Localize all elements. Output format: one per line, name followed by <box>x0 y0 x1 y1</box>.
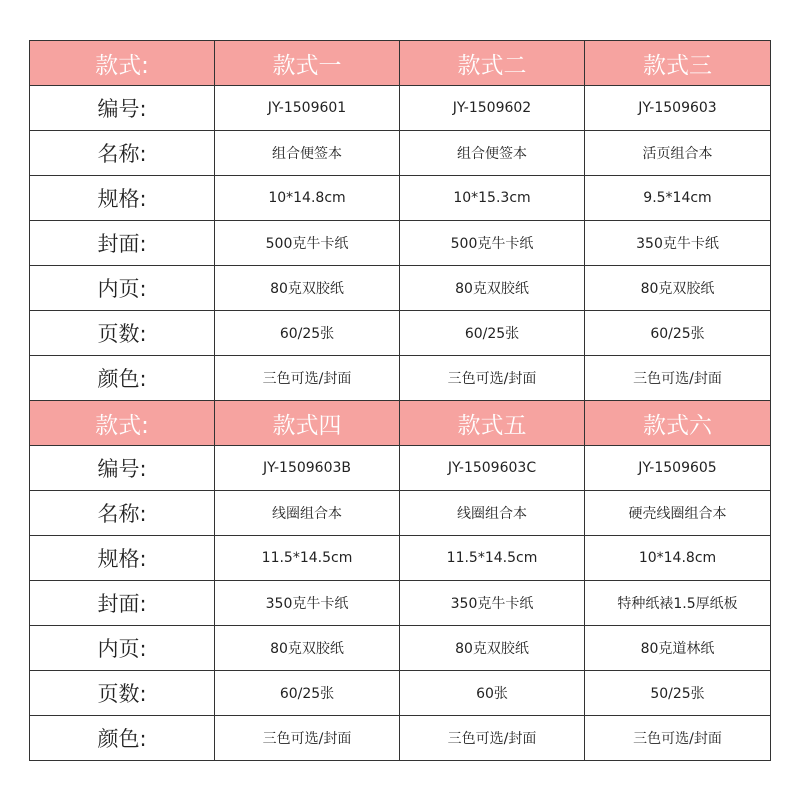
row-label: 规格: <box>30 176 215 221</box>
spec-value-cell: 硬壳线圈组合本 <box>585 491 771 536</box>
spec-value-cell: 500克牛卡纸 <box>215 221 400 266</box>
spec-value-cell: 组合便签本 <box>215 131 400 176</box>
style-header-row <box>30 401 771 446</box>
row-label: 编号: <box>30 446 215 491</box>
style-name-cell: 款式二 <box>400 41 585 86</box>
spec-value-cell: JY-1509603C <box>400 446 585 491</box>
style-name-cell: 款式五 <box>400 401 585 446</box>
row-label: 名称: <box>30 131 215 176</box>
spec-value-cell: 60/25张 <box>400 311 585 356</box>
spec-row-cover <box>30 581 771 626</box>
spec-value-cell: 80克双胶纸 <box>215 266 400 311</box>
spec-value-cell: JY-1509603 <box>585 86 771 131</box>
row-label: 规格: <box>30 536 215 581</box>
spec-row-inner-pages <box>30 626 771 671</box>
spec-value-cell: 10*14.8cm <box>215 176 400 221</box>
spec-row-color <box>30 716 771 761</box>
row-label: 页数: <box>30 311 215 356</box>
style-name-cell: 款式四 <box>215 401 400 446</box>
spec-value-cell: JY-1509601 <box>215 86 400 131</box>
spec-value-cell: 500克牛卡纸 <box>400 221 585 266</box>
style-name-cell: 款式三 <box>585 41 771 86</box>
spec-value-cell: 10*15.3cm <box>400 176 585 221</box>
row-label: 内页: <box>30 266 215 311</box>
spec-table-body <box>30 41 771 761</box>
row-label: 页数: <box>30 671 215 716</box>
spec-value-cell: 80克双胶纸 <box>400 266 585 311</box>
spec-value-cell: 60/25张 <box>215 311 400 356</box>
spec-row-model-number <box>30 86 771 131</box>
row-label: 颜色: <box>30 356 215 401</box>
spec-row-size <box>30 176 771 221</box>
spec-value-cell: 350克牛卡纸 <box>585 221 771 266</box>
spec-value-cell: 三色可选/封面 <box>215 716 400 761</box>
spec-value-cell: 60/25张 <box>585 311 771 356</box>
spec-row-model-number <box>30 446 771 491</box>
row-label: 封面: <box>30 221 215 266</box>
product-spec-table <box>29 40 771 761</box>
row-label: 内页: <box>30 626 215 671</box>
row-label: 编号: <box>30 86 215 131</box>
spec-value-cell: 80克双胶纸 <box>215 626 400 671</box>
spec-value-cell: 350克牛卡纸 <box>215 581 400 626</box>
row-label: 名称: <box>30 491 215 536</box>
spec-value-cell: 11.5*14.5cm <box>400 536 585 581</box>
spec-row-name <box>30 131 771 176</box>
spec-value-cell: JY-1509605 <box>585 446 771 491</box>
spec-value-cell: JY-1509602 <box>400 86 585 131</box>
spec-value-cell: 三色可选/封面 <box>215 356 400 401</box>
spec-value-cell: 三色可选/封面 <box>585 716 771 761</box>
spec-value-cell: 线圈组合本 <box>215 491 400 536</box>
style-name-cell: 款式六 <box>585 401 771 446</box>
spec-row-inner-pages <box>30 266 771 311</box>
spec-value-cell: 11.5*14.5cm <box>215 536 400 581</box>
spec-value-cell: 60/25张 <box>215 671 400 716</box>
style-header-row <box>30 41 771 86</box>
spec-value-cell: JY-1509603B <box>215 446 400 491</box>
spec-row-name <box>30 491 771 536</box>
spec-row-page-count <box>30 671 771 716</box>
spec-value-cell: 三色可选/封面 <box>585 356 771 401</box>
spec-value-cell: 80克双胶纸 <box>400 626 585 671</box>
row-label: 封面: <box>30 581 215 626</box>
spec-value-cell: 60张 <box>400 671 585 716</box>
spec-value-cell: 350克牛卡纸 <box>400 581 585 626</box>
spec-value-cell: 特种纸裱1.5厚纸板 <box>585 581 771 626</box>
spec-value-cell: 组合便签本 <box>400 131 585 176</box>
spec-value-cell: 三色可选/封面 <box>400 716 585 761</box>
style-name-cell: 款式一 <box>215 41 400 86</box>
style-header-label: 款式: <box>30 41 215 86</box>
spec-value-cell: 线圈组合本 <box>400 491 585 536</box>
spec-value-cell: 50/25张 <box>585 671 771 716</box>
spec-row-page-count <box>30 311 771 356</box>
spec-row-cover <box>30 221 771 266</box>
spec-value-cell: 三色可选/封面 <box>400 356 585 401</box>
spec-value-cell: 活页组合本 <box>585 131 771 176</box>
spec-value-cell: 80克双胶纸 <box>585 266 771 311</box>
spec-value-cell: 10*14.8cm <box>585 536 771 581</box>
spec-row-size <box>30 536 771 581</box>
spec-value-cell: 9.5*14cm <box>585 176 771 221</box>
row-label: 颜色: <box>30 716 215 761</box>
spec-value-cell: 80克道林纸 <box>585 626 771 671</box>
spec-row-color <box>30 356 771 401</box>
style-header-label: 款式: <box>30 401 215 446</box>
